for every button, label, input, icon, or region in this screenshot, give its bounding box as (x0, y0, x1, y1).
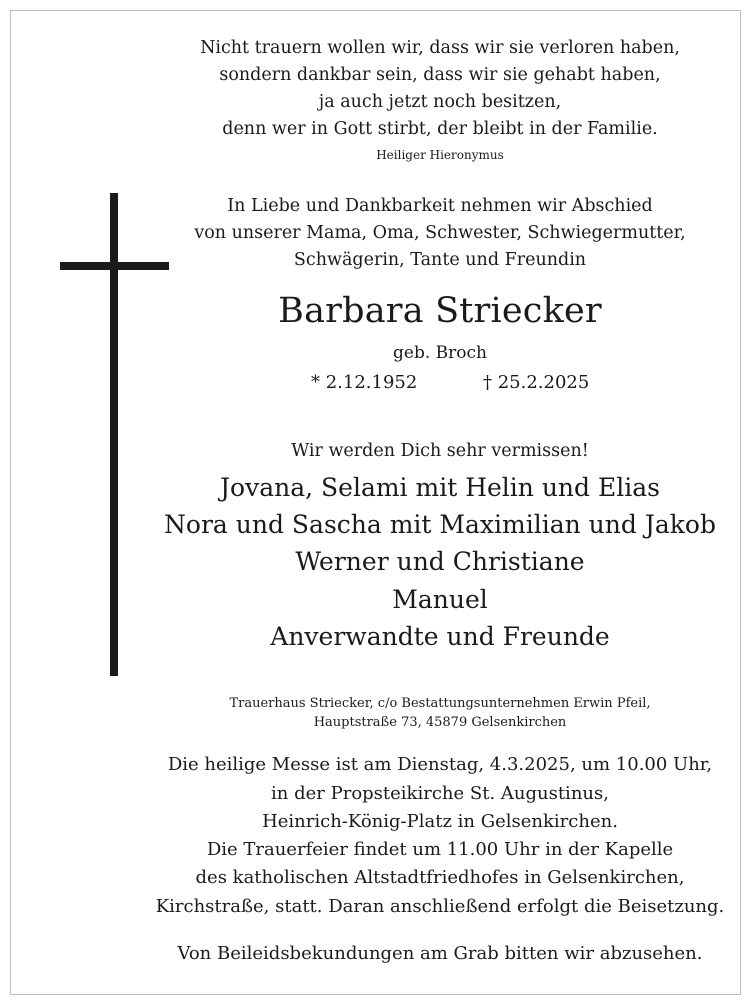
deceased-name: Barbara Striecker (278, 291, 602, 331)
service-line: Kirchstraße, statt. Daran anschließend erfolgt die Beisetzung. (155, 896, 725, 917)
service-line: des katholischen Altstadtfriedhofes in Gelsenkirchen, (195, 867, 685, 888)
address-line: Hauptstraße 73, 45879 Gelsenkirchen (313, 715, 567, 730)
mourner-line: Werner und Christiane (295, 547, 585, 576)
mourner-line: Nora und Sascha mit Maximilian und Jakob (164, 510, 716, 539)
poem-line: sondern dankbar sein, dass wir sie gehabt haben, (219, 65, 661, 85)
death-date: † 25.2.2025 (483, 372, 590, 393)
poem-line: ja auch jetzt noch besitzen, (318, 92, 562, 112)
poem-line: Nicht trauern wollen wir, dass wir sie verloren haben, (200, 38, 680, 58)
birth-date: * 2.12.1952 (311, 372, 418, 393)
address-line: Trauerhaus Striecker, c/o Bestattungsunternehmen Erwin Pfeil, (229, 696, 651, 711)
service-line: Heinrich-König-Platz in Gelsenkirchen. (262, 811, 618, 832)
poem-line: denn wer in Gott stirbt, der bleibt in der Familie. (222, 119, 658, 139)
service-line: Die Trauerfeier findet um 11.00 Uhr in der Kapelle (206, 839, 674, 860)
mourner-line: Anverwandte und Freunde (270, 622, 610, 651)
service-line: in der Propsteikirche St. Augustinus, (271, 783, 609, 804)
maiden-name: geb. Broch (393, 343, 487, 363)
closing-note: Von Beileidsbekundungen am Grab bitten wir abzusehen. (177, 943, 703, 964)
intro-line: In Liebe und Dankbarkeit nehmen wir Abschied (227, 196, 653, 216)
mourner-line: Manuel (392, 585, 488, 614)
mourner-line: Jovana, Selami mit Helin und Elias (220, 473, 660, 502)
service-line: Die heilige Messe ist am Dienstag, 4.3.2025, um 10.00 Uhr, (167, 754, 713, 775)
mourners-heading: Wir werden Dich sehr vermissen! (291, 441, 589, 461)
intro-line: von unserer Mama, Oma, Schwester, Schwiegermutter, (194, 223, 686, 243)
poem-attribution: Heiliger Hieronymus (376, 148, 504, 162)
intro-line: Schwägerin, Tante und Freundin (293, 250, 587, 270)
